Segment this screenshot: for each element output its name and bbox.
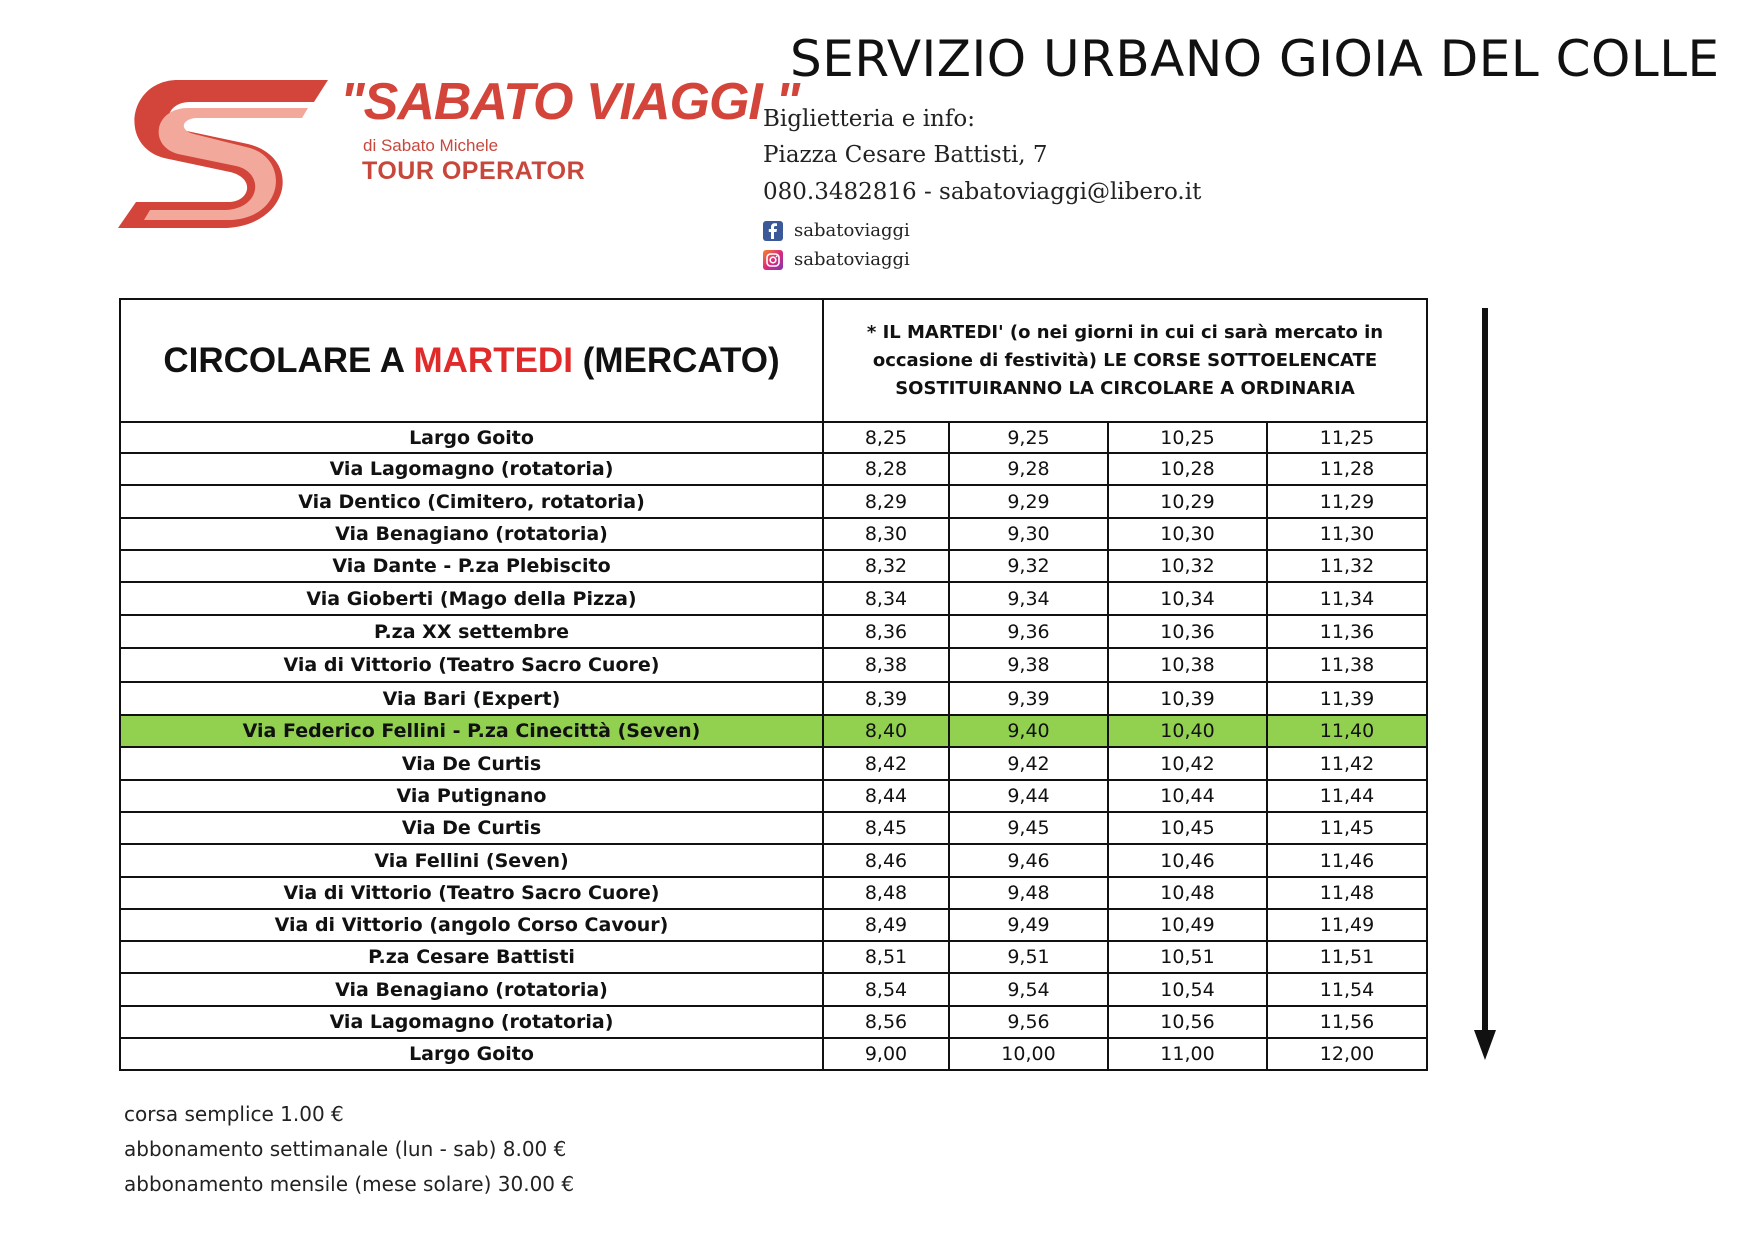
brand-name: "SABATO VIAGGI " [340,73,799,131]
departure-time: 9,30 [949,518,1108,550]
departure-time: 8,54 [823,973,949,1006]
departure-time: 10,32 [1108,550,1267,582]
table-row [120,550,1427,582]
departure-time: 11,32 [1267,550,1427,582]
departure-time: 8,29 [823,485,949,518]
title-highlight: MARTEDI [413,340,573,380]
departure-time: 10,46 [1108,844,1267,877]
departure-time: 9,56 [949,1006,1108,1038]
stop-name: Via Fellini (Seven) [120,844,823,877]
departure-time: 10,49 [1108,909,1267,941]
departure-time: 11,42 [1267,747,1427,780]
stop-name: Via Benagiano (rotatoria) [120,973,823,1006]
page-title: SERVIZIO URBANO GIOIA DEL COLLE [790,30,1720,88]
departure-time: 9,42 [949,747,1108,780]
table-row [120,1006,1427,1038]
table-row [120,780,1427,812]
sabato-viaggi-logo-icon [118,78,328,228]
facebook-icon [763,221,783,241]
table-row [120,715,1427,747]
departure-time: 9,32 [949,550,1108,582]
address: Piazza Cesare Battisti, 7 [763,142,1048,168]
departure-time: 9,28 [949,453,1108,485]
departure-time: 8,51 [823,941,949,973]
social-facebook [763,220,910,241]
departure-time: 8,49 [823,909,949,941]
stop-name: Via di Vittorio (Teatro Sacro Cuore) [120,648,823,682]
departure-time: 10,00 [949,1038,1108,1070]
departure-time: 8,39 [823,682,949,715]
table-header-row [120,299,1427,422]
stop-name: Via Benagiano (rotatoria) [120,518,823,550]
departure-time: 8,30 [823,518,949,550]
departure-time: 9,45 [949,812,1108,844]
departure-time: 9,44 [949,780,1108,812]
departure-time: 10,36 [1108,615,1267,648]
departure-time: 8,42 [823,747,949,780]
departure-time: 9,29 [949,485,1108,518]
brand-owner: di Sabato Michele [363,136,499,155]
fare-monthly: abbonamento mensile (mese solare) 30.00 € [124,1172,575,1196]
departure-time: 11,54 [1267,973,1427,1006]
stop-name: Via Bari (Expert) [120,682,823,715]
departure-time: 10,40 [1108,715,1267,747]
departure-time: 11,44 [1267,780,1427,812]
fare-single: corsa semplice 1.00 € [124,1102,344,1126]
table-row [120,648,1427,682]
departure-time: 8,48 [823,877,949,909]
stop-name: Largo Goito [120,422,823,453]
stop-name: Via Putignano [120,780,823,812]
departure-time: 9,46 [949,844,1108,877]
stop-name: Via Lagomagno (rotatoria) [120,1006,823,1038]
stop-name: Via Lagomagno (rotatoria) [120,453,823,485]
info-label: Biglietteria e info: [763,106,975,132]
departure-time: 9,39 [949,682,1108,715]
stop-name: Via di Vittorio (angolo Corso Cavour) [120,909,823,941]
departure-time: 11,28 [1267,453,1427,485]
facebook-handle: sabatoviaggi [794,220,910,241]
departure-time: 11,39 [1267,682,1427,715]
departure-time: 9,00 [823,1038,949,1070]
departure-time: 11,25 [1267,422,1427,453]
departure-time: 8,34 [823,582,949,615]
table-row [120,973,1427,1006]
departure-time: 11,49 [1267,909,1427,941]
departure-time: 10,39 [1108,682,1267,715]
departure-time: 10,51 [1108,941,1267,973]
departure-time: 9,34 [949,582,1108,615]
departure-time: 8,46 [823,844,949,877]
departure-time: 8,44 [823,780,949,812]
stop-name: Via Dentico (Cimitero, rotatoria) [120,485,823,518]
departure-time: 8,36 [823,615,949,648]
table-row [120,812,1427,844]
departure-time: 8,25 [823,422,949,453]
departure-time: 8,28 [823,453,949,485]
departure-time: 11,30 [1267,518,1427,550]
table-row [120,909,1427,941]
departure-time: 11,48 [1267,877,1427,909]
instagram-handle: sabatoviaggi [794,249,910,270]
stop-name: Via Gioberti (Mago della Pizza) [120,582,823,615]
departure-time: 11,51 [1267,941,1427,973]
departure-time: 9,38 [949,648,1108,682]
departure-time: 10,54 [1108,973,1267,1006]
departure-time: 10,44 [1108,780,1267,812]
departure-time: 11,40 [1267,715,1427,747]
departure-time: 10,38 [1108,648,1267,682]
departure-time: 10,25 [1108,422,1267,453]
table-row [120,1038,1427,1070]
departure-time: 10,34 [1108,582,1267,615]
departure-time: 9,54 [949,973,1108,1006]
departure-time: 11,46 [1267,844,1427,877]
departure-time: 9,48 [949,877,1108,909]
stop-name: Via Federico Fellini - P.za Cinecittà (Seven) [120,715,823,747]
table-row [120,941,1427,973]
brand-tagline: TOUR OPERATOR [362,157,586,185]
departure-time: 11,36 [1267,615,1427,648]
stop-name: P.za Cesare Battisti [120,941,823,973]
departure-time: 12,00 [1267,1038,1427,1070]
departure-time: 10,30 [1108,518,1267,550]
stop-name: Via De Curtis [120,812,823,844]
departure-time: 8,38 [823,648,949,682]
departure-time: 9,49 [949,909,1108,941]
departure-time: 11,00 [1108,1038,1267,1070]
table-row [120,747,1427,780]
social-instagram [763,249,910,270]
departure-time: 11,34 [1267,582,1427,615]
departure-time: 9,40 [949,715,1108,747]
table-row [120,485,1427,518]
instagram-icon [763,250,783,270]
departure-time: 10,29 [1108,485,1267,518]
departure-time: 8,32 [823,550,949,582]
table-row [120,518,1427,550]
stop-name: Largo Goito [120,1038,823,1070]
table-row [120,582,1427,615]
departure-time: 9,25 [949,422,1108,453]
table-row [120,422,1427,453]
table-note: * IL MARTEDI' (o nei giorni in cui ci sarà mercato in occasione di festività) LE CORSE SOTTOELENCATE SOSTITUIRANNO LA CIRCOLARE A ORDINARIA [823,299,1427,422]
departure-time: 10,48 [1108,877,1267,909]
departure-time: 11,56 [1267,1006,1427,1038]
stop-name: Via De Curtis [120,747,823,780]
departure-time: 10,56 [1108,1006,1267,1038]
departure-time: 10,28 [1108,453,1267,485]
schedule-table [119,298,1428,1071]
stop-name: Via di Vittorio (Teatro Sacro Cuore) [120,877,823,909]
table-row [120,844,1427,877]
departure-time: 8,40 [823,715,949,747]
table-title: CIRCOLARE A MARTEDI (MERCATO) [120,299,823,422]
departure-time: 10,42 [1108,747,1267,780]
table-row [120,615,1427,648]
direction-arrow-icon [1470,308,1500,1060]
departure-time: 11,45 [1267,812,1427,844]
table-row [120,682,1427,715]
departure-time: 8,56 [823,1006,949,1038]
contact-line: 080.3482816 - sabatoviaggi@libero.it [763,179,1202,205]
departure-time: 8,45 [823,812,949,844]
stop-name: Via Dante - P.za Plebiscito [120,550,823,582]
fare-weekly: abbonamento settimanale (lun - sab) 8.00 € [124,1137,567,1161]
departure-time: 9,36 [949,615,1108,648]
table-row [120,453,1427,485]
table-row [120,877,1427,909]
departure-time: 9,51 [949,941,1108,973]
departure-time: 11,38 [1267,648,1427,682]
stop-name: P.za XX settembre [120,615,823,648]
departure-time: 11,29 [1267,485,1427,518]
departure-time: 10,45 [1108,812,1267,844]
